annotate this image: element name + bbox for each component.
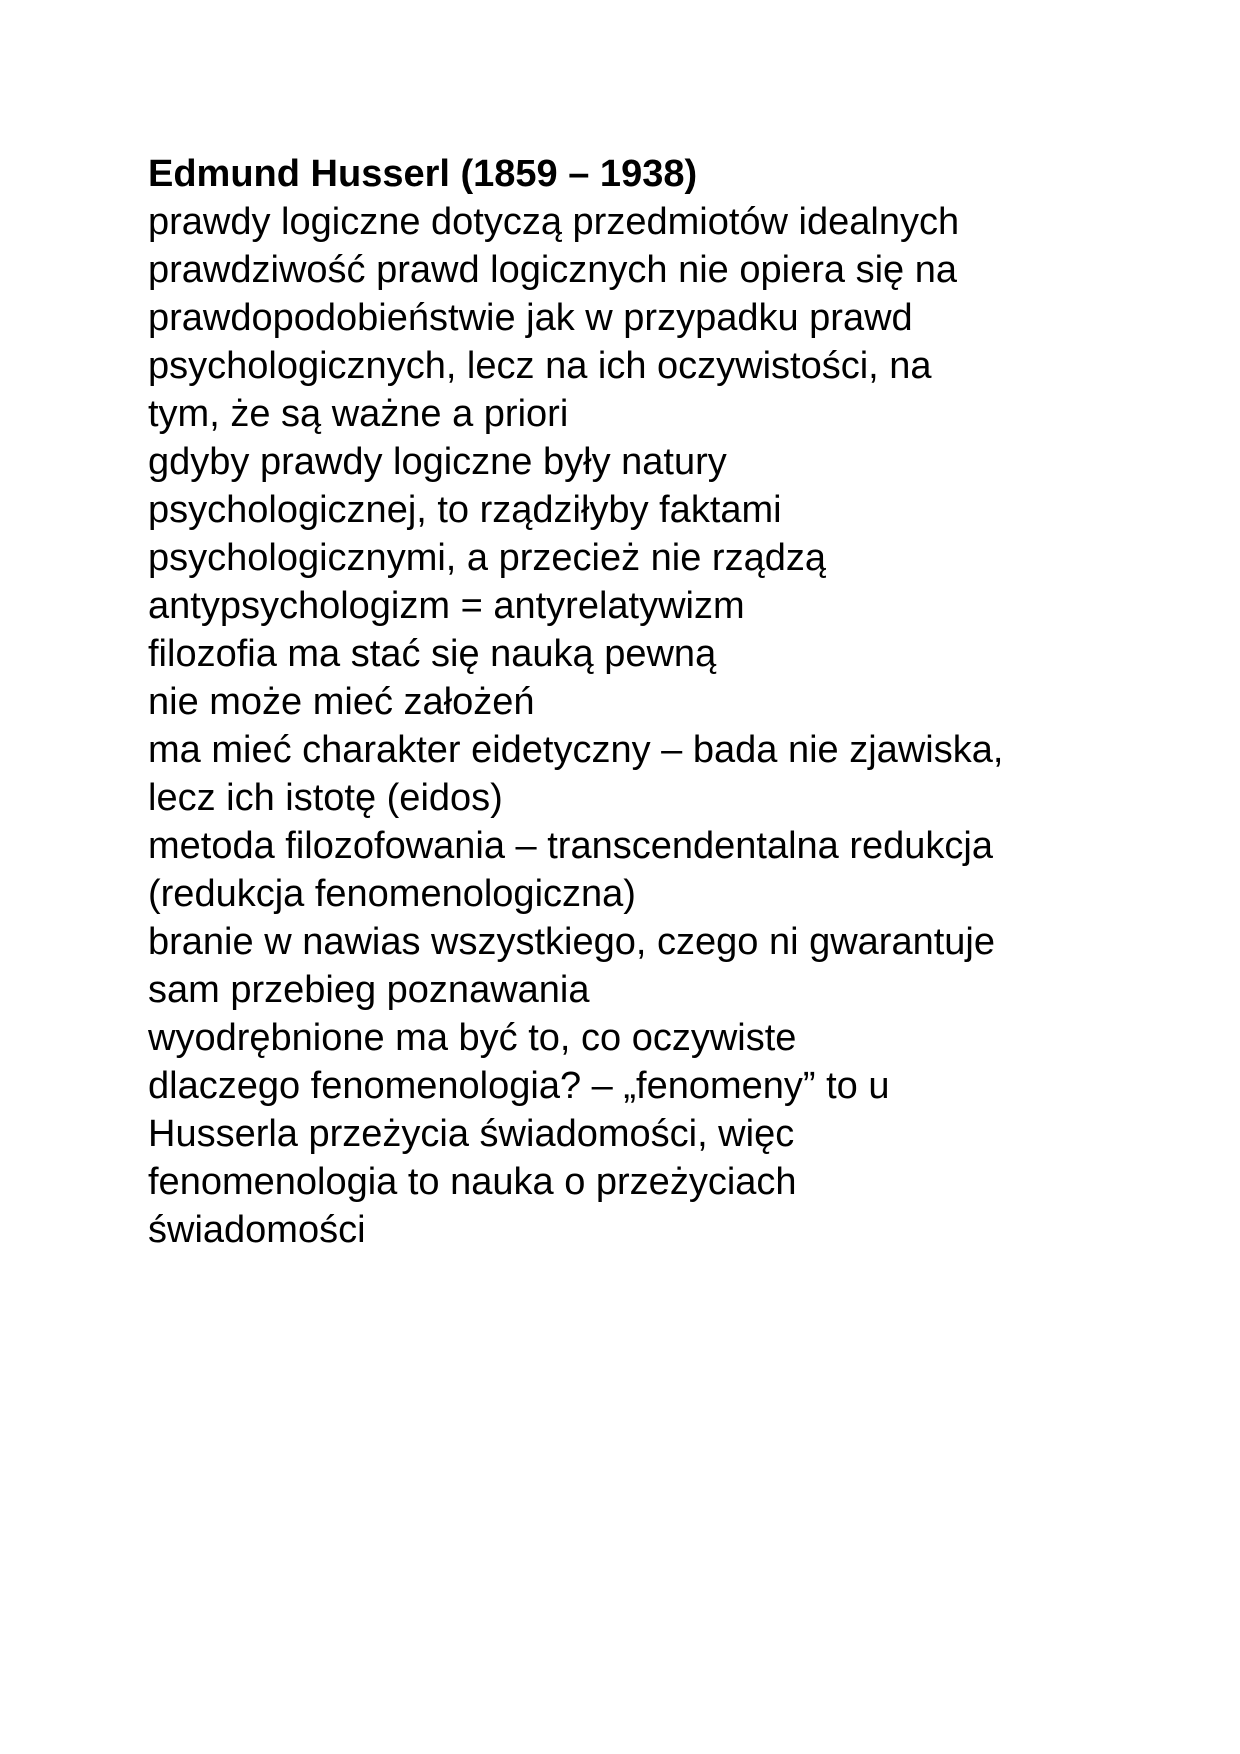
text-line: prawdziwość prawd logicznych nie opiera się na [148,249,957,291]
document-title: Edmund Husserl (1859 – 1938) [148,153,698,195]
text-line: psychologicznymi, a przecież nie rządzą [148,537,826,579]
text-line: metoda filozofowania – transcendentalna redukcja [148,825,993,867]
text-line: psychologicznej, to rządziłyby faktami [148,489,782,531]
text-line: fenomenologia to nauka o przeżyciach [148,1161,797,1203]
text-line: prawdopodobieństwie jak w przypadku prawd [148,297,913,339]
text-line: gdyby prawdy logiczne były natury [148,441,727,483]
text-line: prawdy logiczne dotyczą przedmiotów idealnych [148,201,960,243]
text-line: dlaczego fenomenologia? – „fenomeny” to u [148,1065,890,1107]
text-line: nie może mieć założeń [148,681,535,723]
text-line: (redukcja fenomenologiczna) [148,873,636,915]
document-body [148,150,1148,1254]
text-line: psychologicznych, lecz na ich oczywistości, na [148,345,932,387]
text-line: wyodrębnione ma być to, co oczywiste [148,1017,797,1059]
text-line: tym, że są ważne a priori [148,393,569,435]
text-line: branie w nawias wszystkiego, czego ni gwarantuje [148,921,995,963]
text-line: antypsychologizm = antyrelatywizm [148,585,745,627]
text-line: lecz ich istotę (eidos) [148,777,503,819]
text-line: Husserla przeżycia świadomości, więc [148,1113,795,1155]
text-line: świadomości [148,1209,366,1251]
text-line: sam przebieg poznawania [148,969,590,1011]
text-line: filozofia ma stać się nauką pewną [148,633,717,675]
text-line: ma mieć charakter eidetyczny – bada nie zjawiska, [148,729,1004,771]
